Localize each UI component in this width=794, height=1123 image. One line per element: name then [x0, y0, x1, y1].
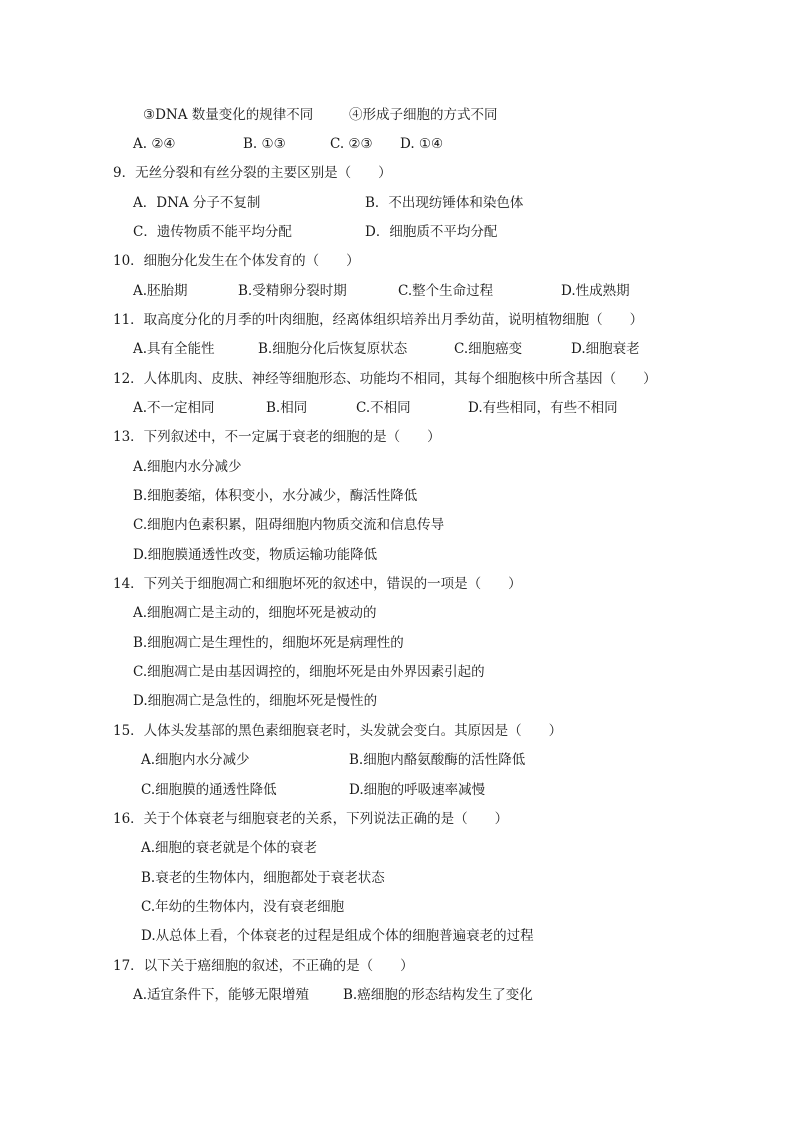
- option-text: A．DNA 分子不复制: [133, 195, 261, 211]
- text-line: [0, 808, 794, 830]
- line-text: 14．下列关于细胞凋亡和细胞坏死的叙述中，错误的一项是（ ）: [113, 576, 522, 592]
- line-text: 11．取高度分化的月季的叶肉细胞，经离体组织培养出月季幼苗，说明植物细胞（ ）: [113, 312, 644, 328]
- line-text: B.衰老的生物体内，细胞都处于衰老状态: [141, 870, 385, 886]
- text-line: [0, 925, 794, 947]
- line-text: A.细胞的衰老就是个体的衰老: [141, 840, 318, 856]
- option-text: D.性成熟期: [561, 283, 630, 299]
- line-text: A.细胞凋亡是主动的，细胞坏死是被动的: [133, 605, 377, 621]
- line-text: 16．关于个体衰老与细胞衰老的关系，下列说法正确的是（ ）: [113, 811, 509, 827]
- text-line: [0, 955, 794, 977]
- line-text: C.细胞内色素积累，阻碍细胞内物质交流和信息传导: [133, 517, 445, 533]
- line-text: B.细胞萎缩，体积变小，水分减少，酶活性降低: [133, 488, 418, 504]
- option-text: C.细胞癌变: [454, 341, 523, 357]
- text-line: [0, 779, 794, 801]
- option-text: C.不相同: [356, 400, 411, 416]
- line-text: 13．下列叙述中，不一定属于衰老的细胞的是（ ）: [113, 429, 441, 445]
- option-text: B.受精卵分裂时期: [238, 283, 347, 299]
- text-line: [0, 514, 794, 536]
- option-text: A.不一定相同: [133, 400, 215, 416]
- line-text: 17．以下关于癌细胞的叙述，不正确的是（ ）: [113, 958, 414, 974]
- text-line: [0, 104, 794, 126]
- text-line: [0, 749, 794, 771]
- text-line: [0, 896, 794, 918]
- line-text: D.细胞膜通透性改变，物质运输功能降低: [133, 547, 378, 563]
- text-line: [0, 426, 794, 448]
- option-text: D.细胞的呼吸速率减慢: [349, 782, 486, 798]
- text-line: [0, 456, 794, 478]
- option-text: A.适宜条件下，能够无限增殖: [133, 987, 310, 1003]
- option-text: D. ①④: [400, 136, 444, 152]
- option-text: A.胚胎期: [133, 283, 188, 299]
- text-line: [0, 338, 794, 360]
- option-text: B.细胞内酪氨酸酶的活性降低: [349, 752, 526, 768]
- text-line: [0, 837, 794, 859]
- option-text: A.细胞内水分减少: [141, 752, 250, 768]
- line-text: 12．人体肌肉、皮肤、神经等细胞形态、功能均不相同，其每个细胞核中所含基因（ ）: [113, 371, 657, 387]
- line-text: A.细胞内水分减少: [133, 459, 242, 475]
- text-line: [0, 250, 794, 272]
- line-text: C.年幼的生物体内，没有衰老细胞: [141, 899, 345, 915]
- option-text: ③DNA 数量变化的规律不同: [143, 107, 314, 123]
- text-line: [0, 221, 794, 243]
- option-text: D.细胞衰老: [571, 341, 640, 357]
- option-text: A. ②④: [133, 136, 176, 152]
- option-text: A.具有全能性: [133, 341, 215, 357]
- text-line: [0, 867, 794, 889]
- line-text: 10．细胞分化发生在个体发育的（ ）: [113, 253, 360, 269]
- text-line: [0, 397, 794, 419]
- option-text: B.细胞分化后恢复原状态: [258, 341, 408, 357]
- text-line: [0, 720, 794, 742]
- option-text: C.整个生命过程: [398, 283, 494, 299]
- option-text: B.相同: [266, 400, 308, 416]
- text-line: [0, 162, 794, 184]
- option-text: D．细胞质不平均分配: [365, 224, 498, 240]
- option-text: B. ①③: [243, 136, 286, 152]
- line-text: D.细胞凋亡是急性的，细胞坏死是慢性的: [133, 693, 378, 709]
- option-text: B．不出现纺锤体和染色体: [365, 195, 524, 211]
- option-text: C.细胞膜的通透性降低: [141, 782, 277, 798]
- text-line: [0, 368, 794, 390]
- line-text: 15．人体头发基部的黑色素细胞衰老时，头发就会变白。其原因是（ ）: [113, 723, 563, 739]
- option-text: C．遗传物质不能平均分配: [133, 224, 292, 240]
- line-text: C.细胞凋亡是由基因调控的，细胞坏死是由外界因素引起的: [133, 664, 485, 680]
- option-text: D.有些相同，有些不相同: [468, 400, 618, 416]
- option-text: B.癌细胞的形态结构发生了变化: [343, 987, 533, 1003]
- text-line: [0, 661, 794, 683]
- text-line: [0, 485, 794, 507]
- text-line: [0, 192, 794, 214]
- text-line: [0, 573, 794, 595]
- text-line: [0, 133, 794, 155]
- text-line: [0, 984, 794, 1006]
- option-text: C. ②③: [330, 136, 373, 152]
- text-line: [0, 690, 794, 712]
- line-text: D.从总体上看，个体衰老的过程是组成个体的细胞普遍衰老的过程: [141, 928, 534, 944]
- text-line: [0, 632, 794, 654]
- text-line: [0, 280, 794, 302]
- line-text: B.细胞凋亡是生理性的，细胞坏死是病理性的: [133, 635, 404, 651]
- text-line: [0, 544, 794, 566]
- option-text: ④形成子细胞的方式不同: [349, 107, 498, 123]
- text-line: [0, 602, 794, 624]
- line-text: 9．无丝分裂和有丝分裂的主要区别是（ ）: [113, 165, 392, 181]
- text-line: [0, 309, 794, 331]
